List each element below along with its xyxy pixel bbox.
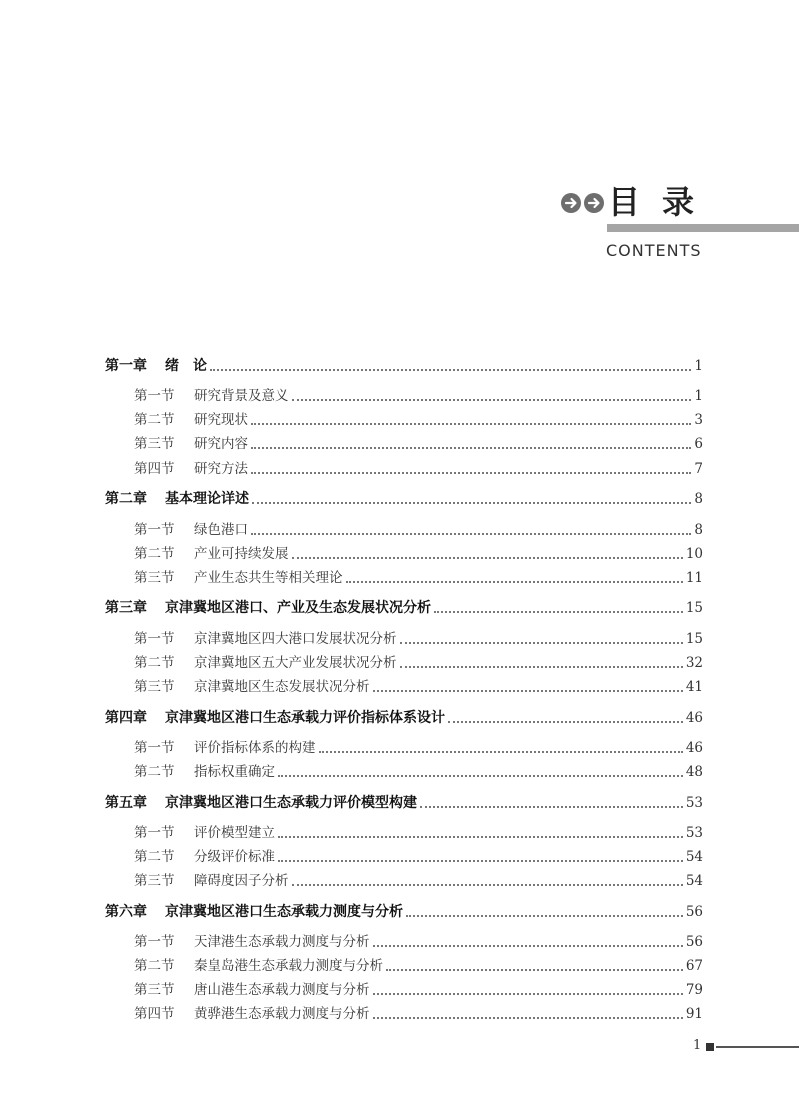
toc-entry-page: 53 (685, 795, 703, 811)
toc-entry-title: 天津港生态承载力测度与分析 (194, 934, 370, 950)
toc-leader-dots (251, 446, 691, 449)
toc-entry-page: 54 (685, 873, 703, 889)
toc-section-entry[interactable] (134, 543, 703, 565)
toc-section-entry[interactable] (134, 433, 703, 455)
toc-section-entry[interactable] (134, 458, 703, 480)
toc-entry-title: 指标权重确定 (194, 764, 275, 780)
toc-entry-number: 第四节 (134, 461, 175, 477)
toc-entry-page: 32 (685, 655, 703, 671)
toc-entry-number: 第二节 (134, 849, 175, 865)
toc-leader-dots (373, 944, 683, 947)
toc-entry-title: 障碍度因子分析 (194, 873, 289, 889)
toc-entry-number: 第一节 (134, 825, 175, 841)
toc-leader-dots (373, 1016, 683, 1019)
toc-section-entry[interactable] (134, 567, 703, 589)
toc-section-entry[interactable] (134, 628, 703, 650)
page-subtitle: CONTENTS (606, 241, 702, 260)
toc-leader-dots (292, 556, 683, 559)
toc-entry-number: 第四节 (134, 1006, 175, 1022)
toc-entry-page: 10 (685, 546, 703, 562)
toc-leader-dots (251, 532, 691, 535)
toc-leader-dots (252, 501, 691, 504)
toc-section-entry[interactable] (134, 409, 703, 431)
toc-leader-dots (400, 641, 683, 644)
toc-entry-page: 7 (694, 461, 703, 477)
toc-entry-number: 第一节 (134, 631, 175, 647)
toc-entry-title: 京津冀地区港口、产业及生态发展状况分析 (165, 600, 431, 616)
toc-entry-number: 第二节 (134, 655, 175, 671)
toc-entry-page: 54 (685, 849, 703, 865)
toc-leader-dots (373, 992, 683, 995)
toc-section-entry[interactable] (134, 519, 703, 541)
toc-leader-dots (251, 471, 691, 474)
toc-entry-number: 第二节 (134, 546, 175, 562)
toc-section-entry[interactable] (134, 761, 703, 783)
toc-entry-page: 53 (685, 825, 703, 841)
toc-entry-number: 第三节 (134, 570, 175, 586)
toc-section-entry[interactable] (134, 385, 703, 407)
toc-entry-page: 48 (685, 764, 703, 780)
toc-entry-number: 第四章 (105, 710, 147, 726)
toc-leader-dots (251, 422, 691, 425)
toc-entry-page: 67 (685, 958, 703, 974)
toc-entry-number: 第三节 (134, 679, 175, 695)
toc-leader-dots (448, 720, 683, 723)
toc-entry-page: 8 (694, 522, 703, 538)
toc-entry-title: 京津冀地区港口生态承载力测度与分析 (165, 904, 403, 920)
toc-section-entry[interactable] (134, 676, 703, 698)
toc-entry-number: 第一章 (105, 358, 147, 374)
toc-entry-page: 15 (685, 600, 703, 616)
toc-leader-dots (386, 968, 683, 971)
toc-entry-page: 1 (694, 358, 703, 374)
toc-entry-title: 黄骅港生态承载力测度与分析 (194, 1006, 370, 1022)
arrow-right-icon (561, 193, 581, 213)
toc-entry-number: 第三节 (134, 873, 175, 889)
footer-square-marker (706, 1043, 714, 1051)
toc-leader-dots (373, 689, 683, 692)
toc-entry-number: 第一节 (134, 522, 175, 538)
toc-entry-title: 评价指标体系的构建 (194, 740, 316, 756)
toc-entry-page: 41 (685, 679, 703, 695)
toc-entry-title: 京津冀地区港口生态承载力评价模型构建 (165, 795, 417, 811)
toc-entry-number: 第三章 (105, 600, 147, 616)
toc-entry-number: 第三节 (134, 436, 175, 452)
toc-leader-dots (278, 859, 683, 862)
toc-leader-dots (346, 580, 683, 583)
toc-entry-title: 唐山港生态承载力测度与分析 (194, 982, 370, 998)
toc-chapter-entry[interactable] (105, 707, 703, 729)
toc-section-entry[interactable] (134, 822, 703, 844)
toc-entry-title: 研究方法 (194, 461, 248, 477)
toc-chapter-entry[interactable] (105, 597, 703, 619)
toc-section-entry[interactable] (134, 955, 703, 977)
toc-section-entry[interactable] (134, 931, 703, 953)
toc-leader-dots (292, 883, 683, 886)
toc-entry-number: 第二节 (134, 412, 175, 428)
toc-entry-title: 京津冀地区五大产业发展状况分析 (194, 655, 397, 671)
toc-entry-page: 56 (685, 904, 703, 920)
toc-entry-number: 第三节 (134, 982, 175, 998)
toc-entry-number: 第一节 (134, 934, 175, 950)
toc-entry-page: 91 (685, 1006, 703, 1022)
toc-chapter-entry[interactable] (105, 488, 703, 510)
toc-entry-number: 第五章 (105, 795, 147, 811)
toc-entry-title: 产业可持续发展 (194, 546, 289, 562)
toc-entry-title: 研究现状 (194, 412, 248, 428)
toc-entry-page: 6 (694, 436, 703, 452)
toc-chapter-entry[interactable] (105, 792, 703, 814)
toc-chapter-entry[interactable] (105, 901, 703, 923)
page-number: 1 (693, 1038, 702, 1053)
toc-entry-title: 分级评价标准 (194, 849, 275, 865)
title-underline-bar (607, 224, 799, 232)
toc-entry-title: 研究内容 (194, 436, 248, 452)
toc-entry-title: 评价模型建立 (194, 825, 275, 841)
toc-leader-dots (292, 398, 692, 401)
toc-section-entry[interactable] (134, 979, 703, 1001)
toc-entry-title: 产业生态共生等相关理论 (194, 570, 343, 586)
toc-section-entry[interactable] (134, 652, 703, 674)
toc-entry-title: 绪 论 (165, 358, 207, 374)
toc-entry-page: 46 (685, 710, 703, 726)
toc-entry-page: 1 (694, 388, 703, 404)
toc-entry-title: 京津冀地区生态发展状况分析 (194, 679, 370, 695)
toc-entry-title: 京津冀地区港口生态承载力评价指标体系设计 (165, 710, 445, 726)
toc-section-entry[interactable] (134, 846, 703, 868)
toc-header (0, 0, 799, 270)
toc-entry-title: 京津冀地区四大港口发展状况分析 (194, 631, 397, 647)
toc-entry-number: 第一节 (134, 388, 175, 404)
toc-section-entry[interactable] (134, 870, 703, 892)
toc-entry-page: 56 (685, 934, 703, 950)
toc-section-entry[interactable] (134, 737, 703, 759)
toc-entry-page: 79 (685, 982, 703, 998)
toc-chapter-entry[interactable] (105, 355, 703, 377)
toc-entry-page: 46 (685, 740, 703, 756)
toc-leader-dots (278, 774, 683, 777)
toc-entry-number: 第二节 (134, 764, 175, 780)
toc-entry-page: 15 (685, 631, 703, 647)
toc-entry-page: 3 (694, 412, 703, 428)
toc-entry-page: 11 (685, 570, 703, 586)
toc-entry-page: 8 (694, 491, 703, 507)
toc-entry-number: 第六章 (105, 904, 147, 920)
toc-leader-dots (420, 805, 683, 808)
arrow-right-icon (584, 193, 604, 213)
toc-leader-dots (210, 368, 691, 371)
toc-leader-dots (400, 665, 683, 668)
toc-entry-title: 研究背景及意义 (194, 388, 289, 404)
toc-entry-number: 第二章 (105, 491, 147, 507)
toc-entry-number: 第二节 (134, 958, 175, 974)
toc-entry-title: 绿色港口 (194, 522, 248, 538)
toc-entry-title: 秦皇岛港生态承载力测度与分析 (194, 958, 383, 974)
toc-leader-dots (434, 610, 683, 613)
footer-rule (716, 1046, 799, 1048)
toc-leader-dots (278, 835, 683, 838)
toc-entry-title: 基本理论详述 (165, 491, 249, 507)
toc-entry-number: 第一节 (134, 740, 175, 756)
toc-leader-dots (406, 914, 683, 917)
page-title: 目录 (608, 183, 717, 221)
toc-leader-dots (319, 750, 683, 753)
toc-section-entry[interactable] (134, 1003, 703, 1025)
